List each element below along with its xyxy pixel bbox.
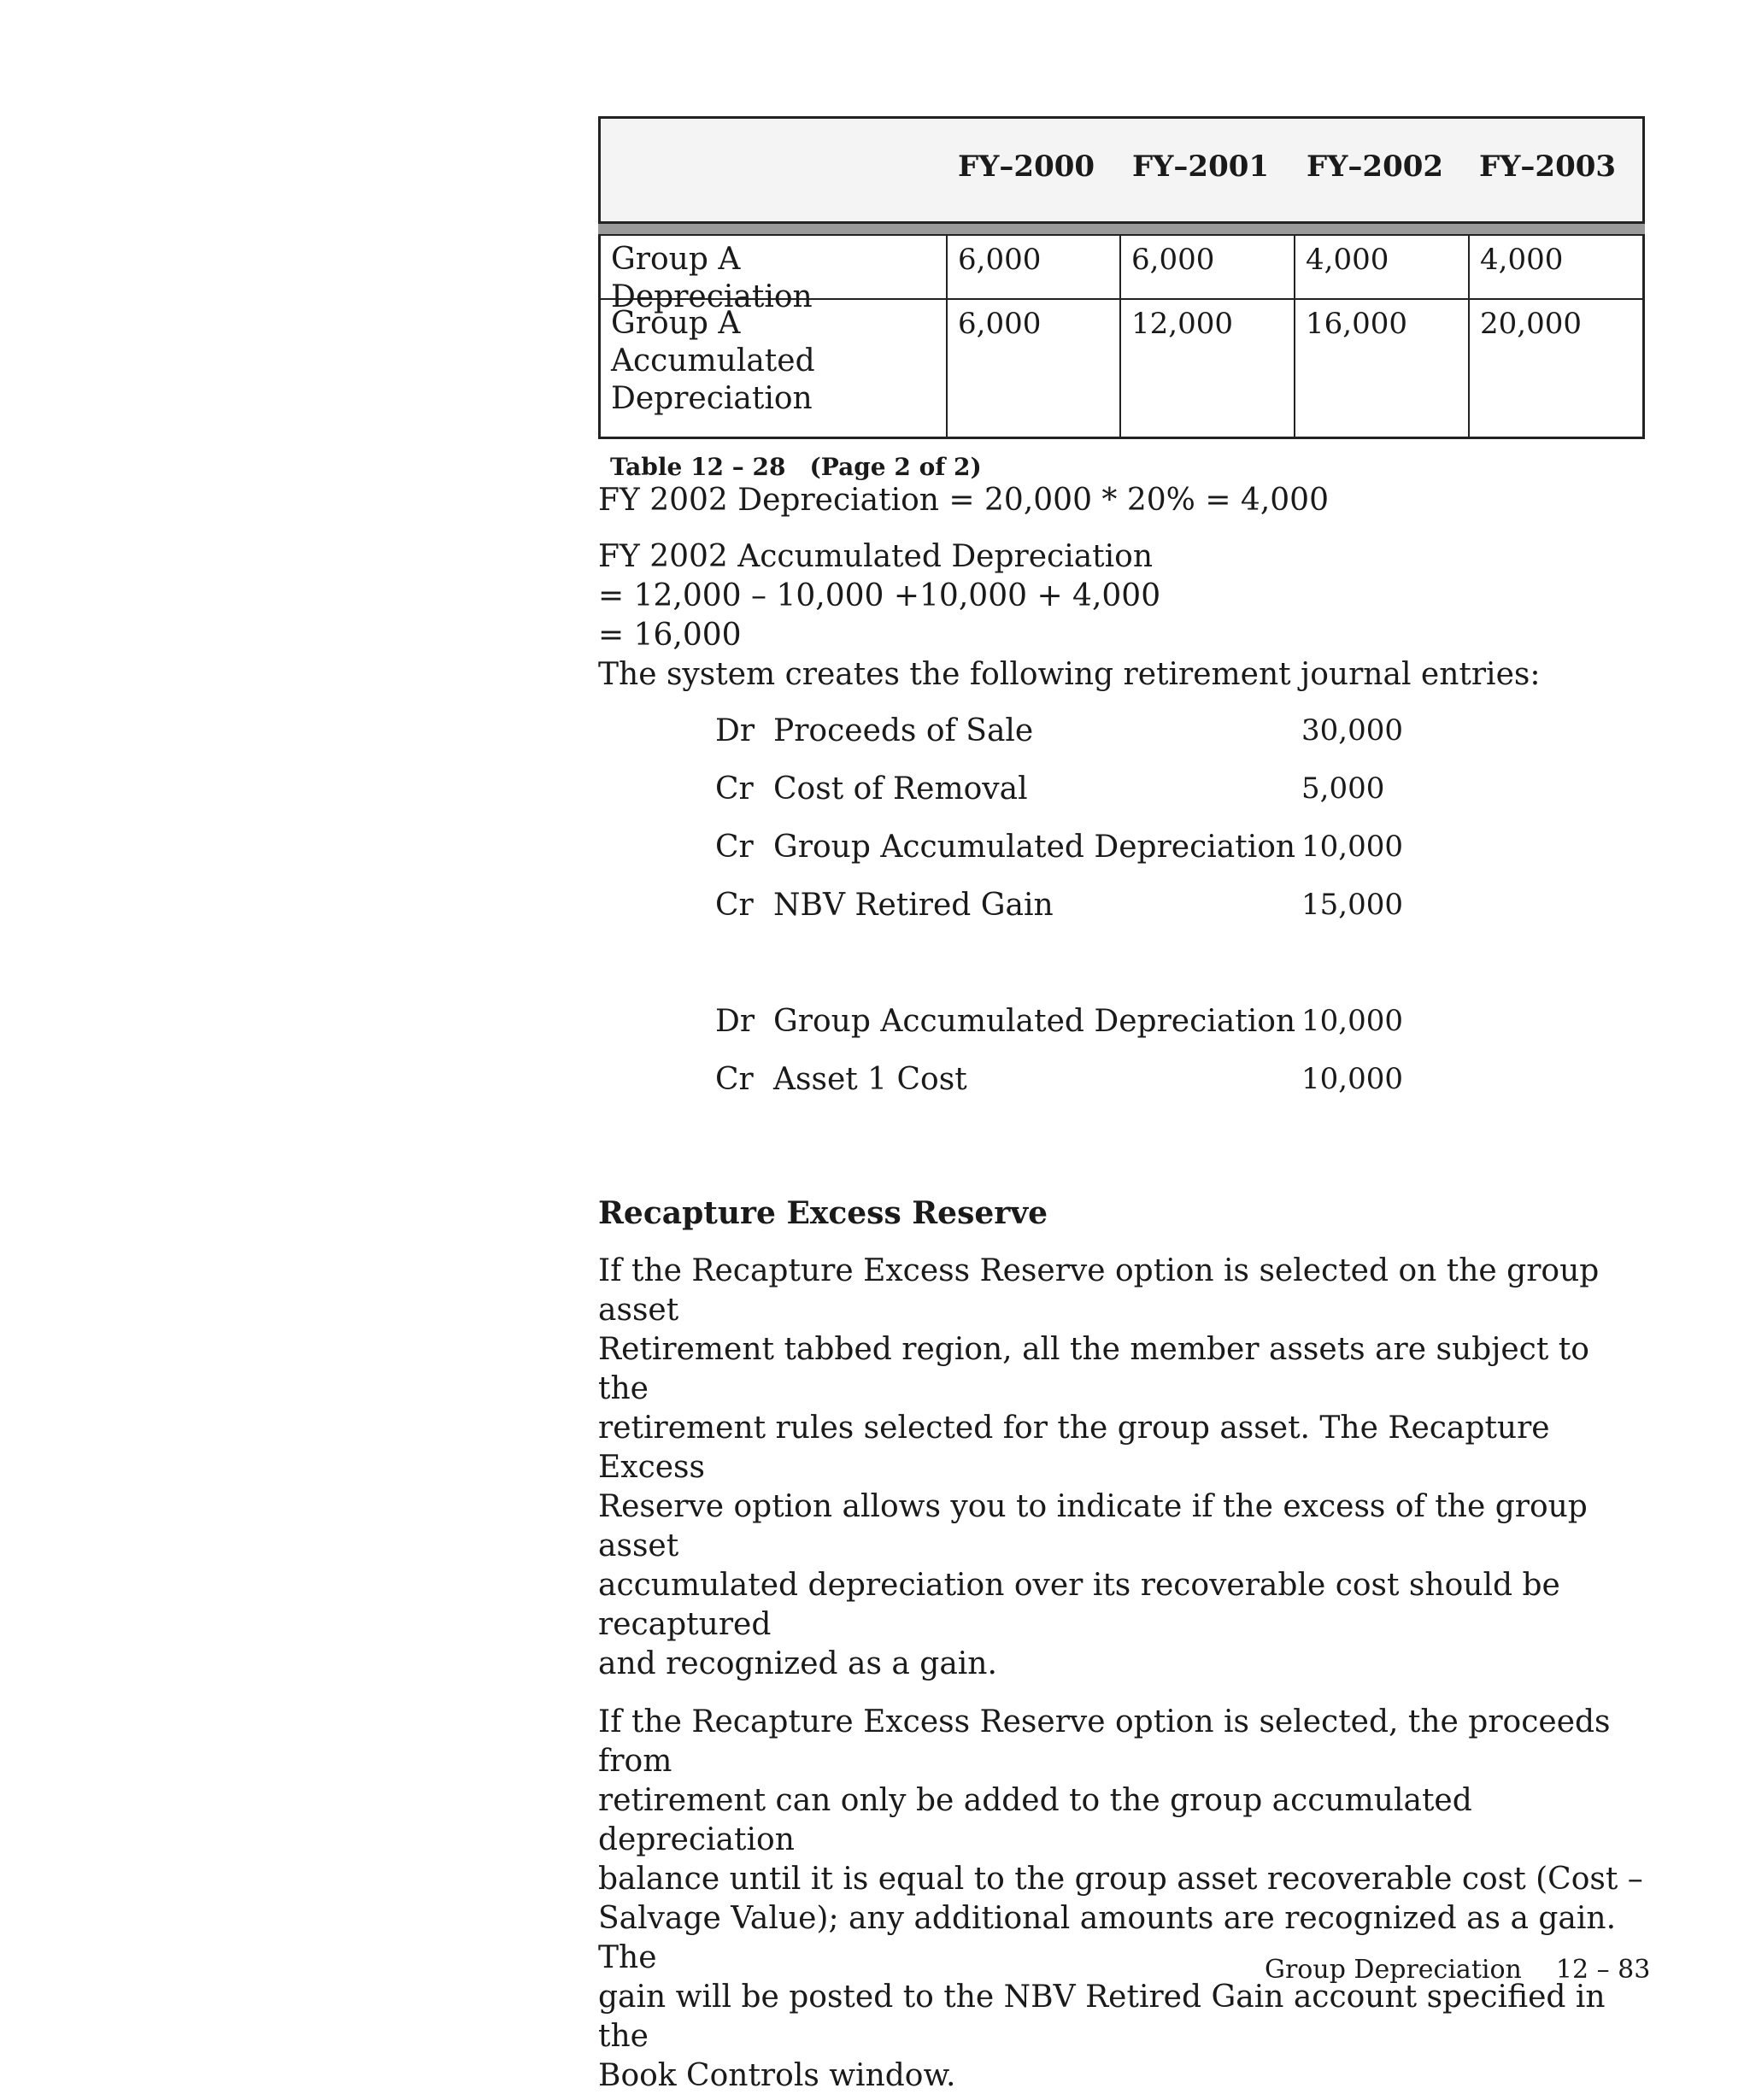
entry-amount: 30,000: [1301, 713, 1403, 748]
table-cell: 20,000: [1480, 307, 1582, 341]
journal-intro: The system creates the following retirement journal entries:: [598, 657, 1541, 692]
row-label-line: Group A: [611, 306, 741, 341]
row-label: Group A Depreciation: [601, 236, 948, 298]
table-number: Table 12 – 28: [610, 453, 786, 481]
header-fy-2003: FY–2003: [1479, 150, 1617, 184]
entry-amount: 15,000: [1301, 888, 1403, 922]
table-cell: 16,000: [1295, 300, 1470, 437]
entry-type: Cr: [715, 887, 754, 923]
table-row: [601, 300, 1642, 437]
table-cell: 6,000: [948, 300, 1121, 437]
paragraph-line: balance until it is equal to the group asset recoverable cost (Cost –: [598, 1862, 1643, 1897]
entry-amount: 5,000: [1301, 771, 1385, 806]
entry-type: Dr: [715, 1003, 755, 1039]
depreciation-calculation: FY 2002 Depreciation = 20,000 * 20% = 4,000: [598, 483, 1329, 518]
entry-amount: 10,000: [1301, 1062, 1403, 1096]
table-row: [601, 236, 1642, 314]
paragraph-line: retirement can only be added to the group accumulated depreciation: [598, 1783, 1472, 1857]
table-cell: 4,000: [1480, 243, 1564, 277]
table-body: [598, 234, 1645, 439]
entry-amount: 10,000: [1301, 1004, 1403, 1038]
header-fy-2000: FY–2000: [958, 150, 1095, 184]
table-page-note: (Page 2 of 2): [809, 453, 982, 481]
paragraph: [598, 1252, 1645, 1684]
paragraph-line: accumulated depreciation over its recoverable cost should be recaptured: [598, 1568, 1560, 1642]
entry-account: NBV Retired Gain: [773, 887, 1054, 923]
table-cell: 4,000: [1295, 236, 1470, 298]
header-separator: [598, 224, 1645, 234]
journal-entry: [715, 992, 1645, 1050]
paragraph-line: Salvage Value); any additional amounts are recognized as a gain. The: [598, 1901, 1617, 1975]
journal-entry: [715, 818, 1645, 876]
paragraph-line: If the Recapture Excess Reserve option is selected on the group asset: [598, 1253, 1600, 1328]
header-fy-2002: FY–2002: [1307, 150, 1444, 184]
paragraph-line: gain will be posted to the NBV Retired Gain account specified in the: [598, 1980, 1606, 2054]
table-cell: 6,000: [948, 236, 1121, 298]
page-footer: [1265, 1955, 1650, 1985]
footer-section: Group Depreciation: [1265, 1955, 1522, 1985]
paragraph-line: retirement rules selected for the group asset. The Recapture Excess: [598, 1411, 1550, 1485]
paragraph-line: Retirement tabbed region, all the member assets are subject to the: [598, 1332, 1589, 1406]
journal-entry: [715, 876, 1645, 934]
entry-type: Cr: [715, 771, 754, 807]
header-fy-2001: FY–2001: [1132, 150, 1270, 184]
entry-type: Cr: [715, 829, 754, 865]
row-label-line: Depreciation: [611, 381, 813, 416]
section-heading: Recapture Excess Reserve: [598, 1195, 1048, 1231]
table-caption: [610, 453, 1645, 481]
entry-account: Cost of Removal: [773, 771, 1028, 807]
page-number: 12 – 83: [1555, 1955, 1651, 1985]
table-cell: 12,000: [1121, 300, 1295, 437]
depreciation-table: [598, 116, 1645, 439]
accumulated-calculation: [598, 537, 1645, 655]
calc-line: = 12,000 – 10,000 +10,000 + 4,000: [598, 578, 1161, 613]
paragraph-line: If the Recapture Excess Reserve option is selected, the proceeds from: [598, 1704, 1611, 1779]
journal-entries: [715, 701, 1645, 1108]
entry-type: Cr: [715, 1061, 754, 1097]
journal-entry: [715, 760, 1645, 818]
paragraph-line: Reserve option allows you to indicate if the excess of the group asset: [598, 1489, 1588, 1563]
table-header: [598, 116, 1645, 224]
paragraph-line: Book Controls window.: [598, 2058, 956, 2093]
paragraph-line: and recognized as a gain.: [598, 1646, 997, 1681]
journal-entry: [715, 1050, 1645, 1108]
entry-account: Group Accumulated Depreciation: [773, 829, 1296, 865]
entry-account: Group Accumulated Depreciation: [773, 1003, 1296, 1039]
paragraph: [598, 1703, 1645, 2096]
page-content: [598, 116, 1645, 2096]
entry-gap: [715, 934, 1645, 992]
calc-line: = 16,000: [598, 618, 742, 653]
entry-account: Asset 1 Cost: [773, 1061, 967, 1097]
entry-amount: 10,000: [1301, 830, 1403, 864]
row-label: [601, 300, 948, 437]
journal-entry: [715, 701, 1645, 760]
table-cell: 6,000: [1121, 236, 1295, 298]
entry-account: Proceeds of Sale: [773, 713, 1034, 748]
entry-type: Dr: [715, 713, 755, 748]
calc-line: FY 2002 Accumulated Depreciation: [598, 539, 1154, 574]
row-label-line: Accumulated: [611, 343, 815, 378]
